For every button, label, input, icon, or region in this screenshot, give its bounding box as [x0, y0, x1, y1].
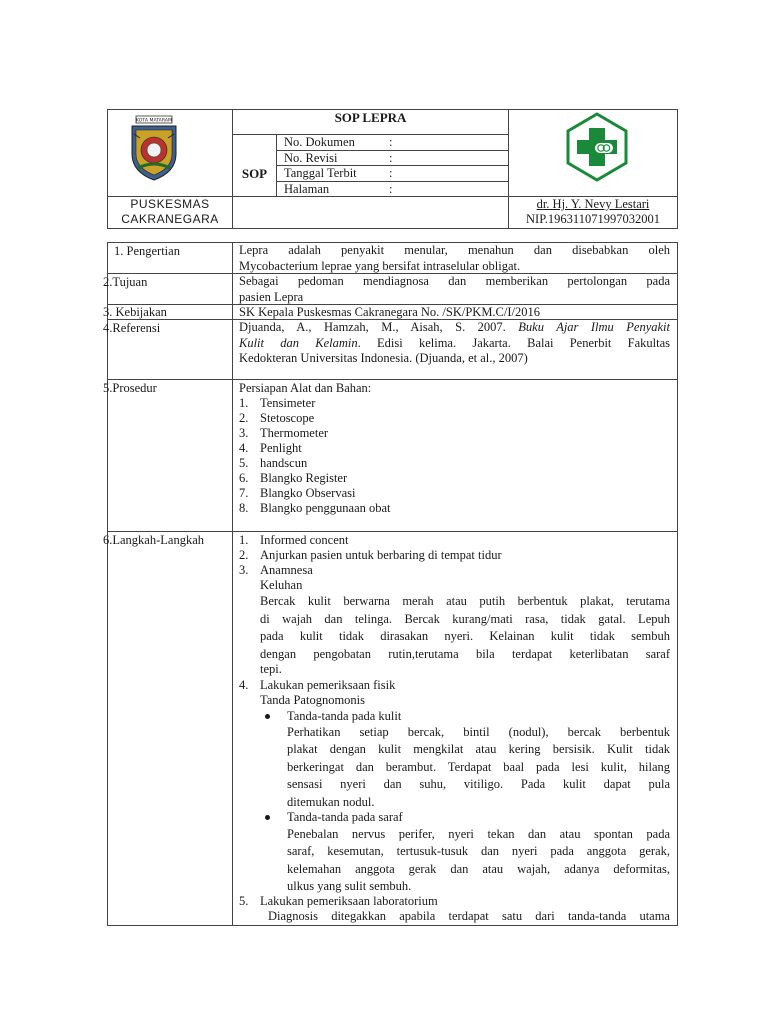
pengertian-line-1: Lepra adalah penyakit menular, menahun dan disebabkan oleh [239, 243, 670, 257]
diagnosis-text: Diagnosis ditegakkan apabila terdapat satu dari tanda-tanda utama [268, 909, 670, 923]
field-tanggal-terbit: Tanggal Terbit [284, 166, 357, 180]
row-label-langkah: 6.Langkah-Langkah [103, 533, 205, 547]
keluhan-line: dengan pengobatan rutin,terutama bila terdapat keterlibatan saraf [260, 646, 670, 661]
prosedur-item-num: 4. [239, 441, 249, 455]
langkah-step-num: 1. [239, 533, 249, 547]
kulit-text [287, 724, 670, 811]
row-label-pengertian: 1. Pengertian [114, 244, 180, 258]
prosedur-item: Thermometer [260, 426, 329, 440]
kulit-line: ditemukan nodul. [287, 794, 375, 809]
tanda-heading: Tanda Patognomonis [260, 693, 366, 707]
bullet-kulit-heading: Tanda-tanda pada kulit [287, 709, 402, 723]
saraf-text [287, 826, 670, 896]
prosedur-item: Blangko Register [260, 471, 348, 485]
langkah-step-num: 3. [239, 563, 249, 577]
langkah-step-num: 4. [239, 678, 249, 692]
prosedur-item-num: 6. [239, 471, 249, 485]
prosedur-item: Penlight [260, 441, 302, 455]
diagnosis-line [268, 909, 670, 925]
prosedur-item: handscun [260, 456, 308, 470]
row-label-tujuan: 2.Tujuan [103, 275, 148, 289]
bullet-icon [265, 714, 270, 719]
prosedur-intro: Persiapan Alat dan Bahan: [239, 381, 372, 395]
prosedur-item: Blangko Observasi [260, 486, 356, 500]
org-name-line2: CAKRANEGARA [121, 212, 219, 226]
referensi-publisher: . Edisi kelima. Jakarta. Balai Penerbit Fakultas [357, 335, 670, 350]
keluhan-line: tepi. [260, 662, 282, 677]
referensi-text [239, 320, 670, 367]
referensi-line-1 [239, 320, 670, 336]
langkah-step-3: Anamnesa [260, 563, 313, 577]
keluhan-heading: Keluhan [260, 578, 303, 592]
keluhan-line: pada kulit tidak dirasakan nyeri. Kelainan kulit tidak sembuh [260, 629, 670, 644]
langkah-step-5: Lakukan pemeriksaan laboratorium [260, 894, 438, 908]
sop-label: SOP [241, 166, 268, 181]
referensi-line-3: Kedokteran Universitas Indonesia. (Djuanda, et al., 2007) [239, 351, 528, 365]
row-label-prosedur: 5.Prosedur [103, 381, 157, 395]
langkah-step-num: 5. [239, 894, 249, 908]
pengertian-line-2: Mycobacterium leprae yang bersifat intraselular obligat. [239, 258, 521, 273]
row-label-referensi: 4.Referensi [103, 321, 161, 335]
tujuan-line-1: Sebagai pedoman mendiagnosa dan memberikan pertolongan pada [239, 274, 670, 288]
kulit-line: sensasi nyeri dan suhu, vitiligo. Pada kulit dapat pula [287, 777, 670, 792]
tujuan-line-2: pasien Lepra [239, 289, 304, 304]
prosedur-item-num: 3. [239, 426, 249, 440]
prosedur-item: Stetoscope [260, 411, 315, 425]
langkah-step-4: Lakukan pemeriksaan fisik [260, 678, 396, 692]
org-name-line1: PUSKESMAS [130, 197, 210, 211]
row-label-kebijakan: 3. Kebijakan [103, 305, 167, 319]
prosedur-item-num: 2. [239, 411, 249, 425]
langkah-step-1: Informed concent [260, 533, 349, 547]
tujuan-text [239, 274, 670, 305]
field-no-dokumen: No. Dokumen [284, 135, 355, 149]
signer-name: dr. Hj. Y. Nevy Lestari [536, 197, 650, 211]
kulit-line: plakat dengan kulit mengkilat atau kering bersisik. Kulit tidak [287, 742, 670, 757]
langkah-step-2: Anjurkan pasien untuk berbaring di tempat tidur [260, 548, 502, 562]
field-halaman: Halaman [284, 182, 330, 196]
saraf-line: kelemahan anggota gerak dan atau wajah, adanya deformitas, [287, 861, 670, 876]
saraf-line: ulkus yang sulit sembuh. [287, 879, 412, 894]
kulit-line: Perhatikan setiap bercak, bintil (nodul), bercak berbentuk [287, 725, 670, 739]
prosedur-item-num: 5. [239, 456, 249, 470]
referensi-book-title-2: Kulit dan Kelamin [239, 335, 358, 350]
prosedur-item: Tensimeter [260, 396, 316, 410]
saraf-line: Penebalan nervus perifer, nyeri tekan dan atau spontan pada [287, 827, 670, 841]
prosedur-item-num: 8. [239, 501, 249, 515]
field-tanggal-terbit-sep: : [389, 166, 393, 180]
saraf-line: saraf, kesemutan, tertusuk-tusuk dan nyeri pada anggota gerak, [287, 844, 670, 859]
sop-title: SOP LEPRA [334, 110, 407, 125]
prosedur-item-num: 7. [239, 486, 249, 500]
signer-nip: NIP.196311071997032001 [526, 212, 660, 226]
field-halaman-sep: : [389, 182, 393, 196]
kota-mataram-emblem [124, 114, 184, 184]
bullet-saraf-heading: Tanda-tanda pada saraf [287, 810, 403, 824]
field-no-revisi-sep: : [389, 151, 393, 165]
city-label: KOTA MATARAM [136, 118, 172, 124]
puskesmas-logo [565, 112, 629, 182]
pengertian-text [239, 243, 670, 274]
prosedur-item: Blangko penggunaan obat [260, 501, 391, 515]
referensi-line-2 [239, 336, 670, 352]
keluhan-text [260, 593, 670, 675]
keluhan-line: Bercak kulit berwarna merah atau putih berbentuk plakat, terutama [260, 594, 670, 608]
field-no-dokumen-sep: : [389, 135, 393, 149]
kulit-line: berkeringat dan berambut. Terdapat baal pada lesi kulit, hilang [287, 759, 670, 774]
referensi-book-title-1: Buku Ajar Ilmu Penyakit [518, 320, 670, 334]
prosedur-item-num: 1. [239, 396, 249, 410]
kebijakan-text: SK Kepala Puskesmas Cakranegara No. /SK/PKM.C/I/2016 [239, 305, 541, 319]
langkah-step-num: 2. [239, 548, 249, 562]
field-no-revisi: No. Revisi [284, 151, 338, 165]
referensi-authors: Djuanda, A., Hamzah, M., Aisah, S. 2007. [239, 320, 506, 334]
keluhan-line: di wajah dan telinga. Bercak kurang/mati rasa, tidak gatal. Lepuh [260, 611, 670, 626]
bullet-icon [265, 815, 270, 820]
